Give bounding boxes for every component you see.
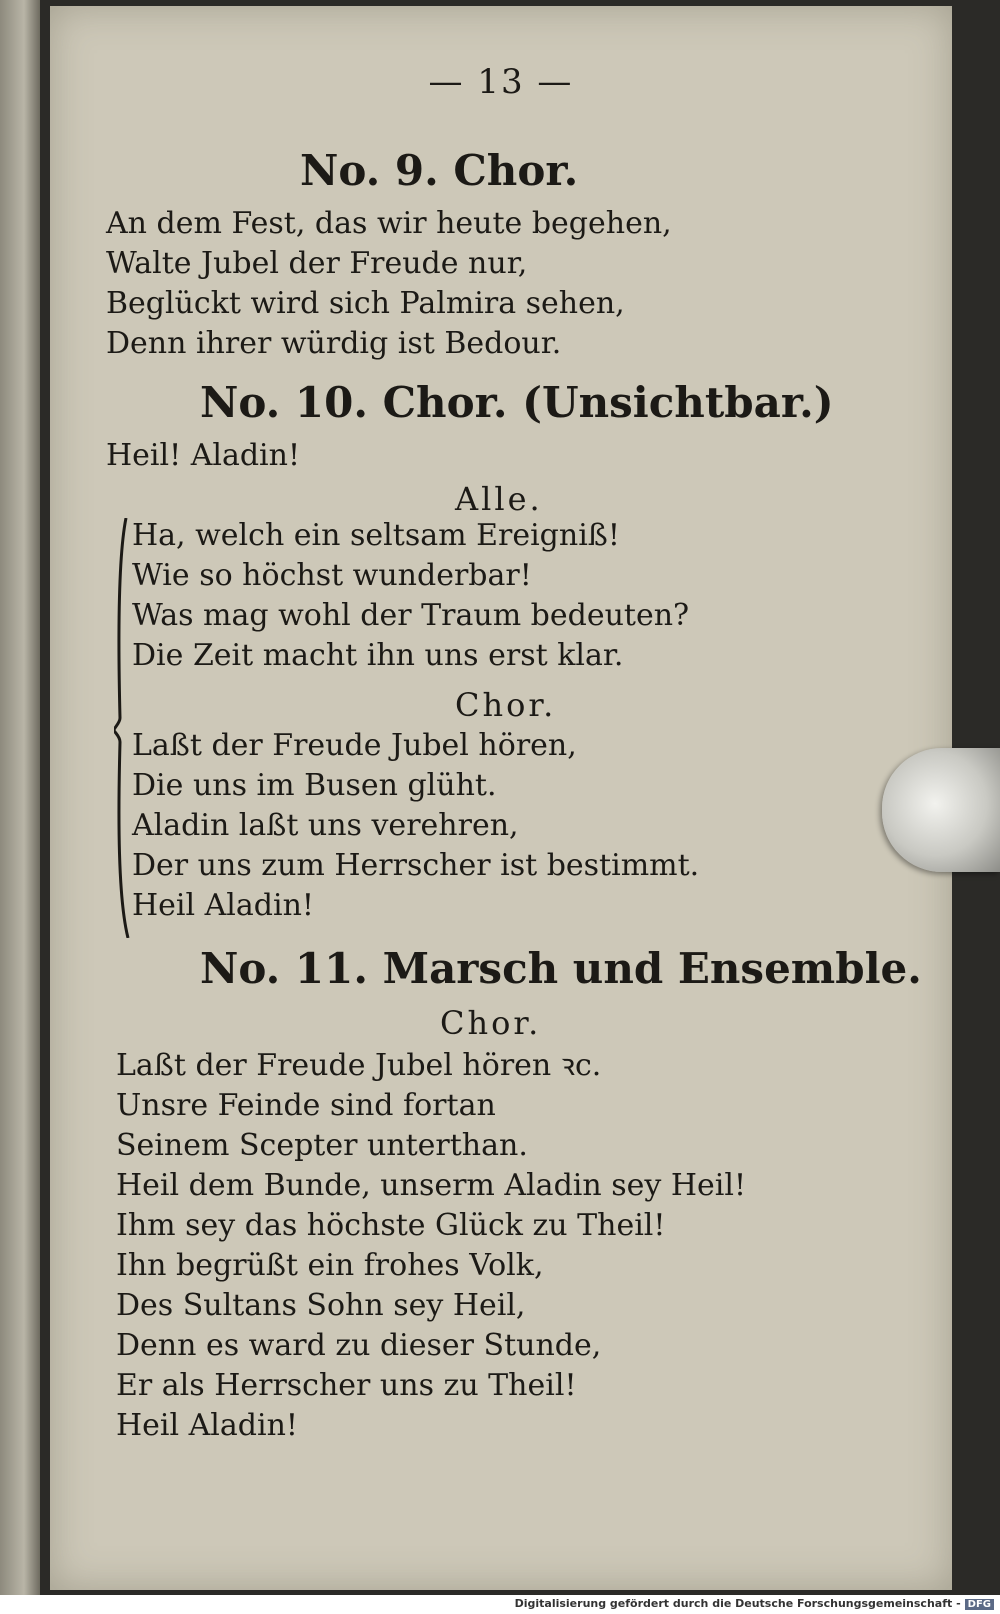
verse-line: Die uns im Busen glüht. <box>132 768 497 803</box>
footer-credit <box>515 1597 994 1610</box>
page-clip <box>882 748 1000 872</box>
verse-line: Denn es ward zu dieser Stunde, <box>116 1328 602 1363</box>
book-page <box>50 6 952 1590</box>
previous-page-edge <box>0 0 40 1595</box>
verse-line: Ihn begrüßt ein frohes Volk, <box>116 1248 544 1283</box>
page-number: — 13 — <box>428 62 574 102</box>
verse-line: Ha, welch ein seltsam Ereigniß! <box>132 518 620 553</box>
verse-line: Walte Jubel der Freude nur, <box>106 246 528 281</box>
verse-line: Wie so höchst wunderbar! <box>132 558 532 593</box>
verse-line: Was mag wohl der Traum bedeuten? <box>132 598 690 633</box>
verse-line: Er als Herrscher uns zu Theil! <box>116 1368 577 1403</box>
brace-mark <box>114 518 130 938</box>
verse-line: Des Sultans Sohn sey Heil, <box>116 1288 526 1323</box>
footer-text: Digitalisierung gefördert durch die Deutsche Forschungsgemeinschaft - <box>514 1597 961 1610</box>
verse-line: Heil Aladin! <box>132 888 314 923</box>
speaker-label-alle: Alle. <box>455 480 543 518</box>
page-text <box>50 6 952 1590</box>
verse-line: Denn ihrer würdig ist Bedour. <box>106 326 562 361</box>
verse-line: An dem Fest, das wir heute begehen, <box>106 206 672 241</box>
verse-line: Heil Aladin! <box>116 1408 298 1443</box>
verse-line: Heil! Aladin! <box>106 438 301 473</box>
verse-line: Laßt der Freude Jubel hören ꝛc. <box>116 1048 602 1083</box>
section-heading-no10: No. 10. Chor. (Unsichtbar.) <box>200 378 834 427</box>
dfg-logo: DFG <box>965 1599 994 1610</box>
verse-line: Aladin laßt uns verehren, <box>132 808 519 843</box>
speaker-label-chor: Chor. <box>455 686 557 724</box>
section-heading-no11: No. 11. Marsch und Ensemble. <box>200 944 922 993</box>
section-heading-no9: No. 9. Chor. <box>300 146 579 195</box>
speaker-label-chor: Chor. <box>440 1004 542 1042</box>
verse-line: Unsre Feinde sind fortan <box>116 1088 496 1123</box>
verse-line: Laßt der Freude Jubel hören, <box>132 728 577 763</box>
verse-line: Der uns zum Herrscher ist bestimmt. <box>132 848 700 883</box>
verse-line: Seinem Scepter unterthan. <box>116 1128 528 1163</box>
verse-line: Heil dem Bunde, unserm Aladin sey Heil! <box>116 1168 747 1203</box>
verse-line: Beglückt wird sich Palmira sehen, <box>106 286 625 321</box>
verse-line: Die Zeit macht ihn uns erst klar. <box>132 638 624 673</box>
verse-line: Ihm sey das höchste Glück zu Theil! <box>116 1208 666 1243</box>
